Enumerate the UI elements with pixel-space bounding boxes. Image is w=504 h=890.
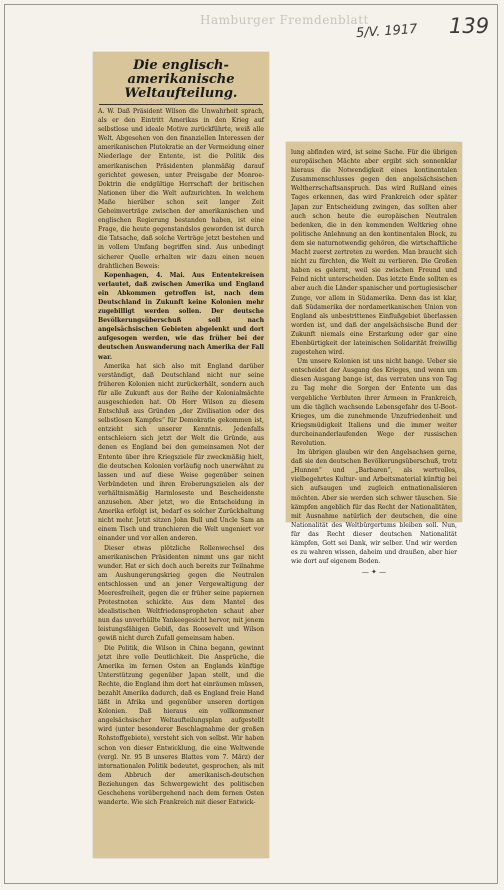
- clipping-column-2: [286, 142, 462, 577]
- article-body-col1: [98, 107, 264, 807]
- paragraph: Um unsere Kolonien ist uns nicht bange. Ueber sie entscheidet der Ausgang des Krieges, und wenn um diesen Ausgang bange ist, das verraten uns von Tag zu Tag mehr die Sorgen der Entente um das vergebliche Verbluten ihrer Armeen in Frankreich, um die täglich wachsende Lebensgefahr des U-Boot-Krieges, um die zunehmende Unzufriedenheit und Kriegsmüdigkeit Italiens und die immer weiter durcheinanderlaufenden Wege der russischen Revolution.: [291, 358, 457, 447]
- paragraph: Die Politik, die Wilson in China begann, gewinnt jetzt ihre volle Deutlichkeit. Die Ansprüche, die Amerika im fernen Osten an Englands künftige Unterstützung gegenüber Japan stellt, und die Rechte, die England ihm dort hat einräumen müssen, bezahlt Amerika dadurch, daß es England freie Hand läßt in Afrika und gegenüber unseren dortigen Kolonien. Daß hieraus ein vollkommener angelsächsischer Weltaufteilungsplan aufgestellt wird (unter besonderer Beschlagnahme der großen Rohstoffgebiete), versteht sich von selbst. Wir haben schon von dieser Entwicklung, die eine Weltwende (vergl. Nr. 95 B unseres Blattes vom 7. März) der internationalen Politik bedeutet, gesprochen, als mit dem Abbruch der amerikanisch-deutschen Beziehungen das Schwergewicht des politischen Geschehens vorübergehend nach dem fernen Osten wanderte. Wie sich Frankreich mit dieser Entwick-: [98, 644, 264, 807]
- paragraph: Amerika hat sich also mit England darüber verständigt, daß Deutschland nicht nur seine früheren Kolonien nicht zurückerhält, sondern auch für alle Zukunft aus der Reihe der Kolonialmächte ausgeschieden hat. Ob Herr Wilson zu diesem Entschluß aus Gründen „der Zivilisation oder des selbstlosen Kampfes“ für Demokratie gekommen ist, entzieht sich unserer Kenntnis. Jedenfalls entschleiern sich jetzt der Welt die Gründe, aus denen es England bei den gemeinsamen Not der Entente über ihre Kriegsziele für zweckmäßig hielt, die deutschen Kolonien vorläufig noch unerwähnt zu lassen und auf diese Weise gegenüber seinen Verbündeten und ihren Eroberungszielen als der verhältnismäßig Harmloseste und Bescheidenste anzusehen. Aber jetzt, wo die Entscheidung in Amerika erfolgt ist, bedarf es solcher Zurückhaltung nicht mehr. Jetzt sitzen John Bull und Uncle Sam an einem Tisch und tranchieren die Welt ungeniert vor einander und vor allen anderen.: [98, 362, 264, 543]
- end-ornament: — ✦ —: [361, 568, 387, 577]
- paragraph: Im übrigen glauben wir den Angelsachsen gerne, daß sie den deutschen Bevölkerungsüberschuß, trotz „Hunnen“ und „Barbaren“, als wertvolles, vielbegehrtes Kultur- und Arbeitsmaterial künftig bei sich aufsaugen und zugleich entnationalisieren möchten. Aber sie werden sich schwer täuschen. Sie kämpfen angeblich für das Recht der Nationalitäten, mit Ausnahme natürlich der deutschen, die eine Nationalität des Weltbürgertums bleiben soll. Nun, für das Recht dieser deutschen Nationalität kämpfen, Gott sei Dank, wir selber. Und wir werden es zu wahren wissen, daheim und draußen, aber hier wie dort auf eigenem Boden.: [291, 449, 457, 566]
- article-title: Die englisch-amerikanische Weltaufteilung.: [124, 58, 238, 101]
- newspaper-stamp: Hamburger Fremdenblatt: [200, 13, 369, 27]
- article-body-col2: [291, 148, 457, 566]
- paragraph-telegram: Kopenhagen, 4. Mai. Aus Ententekreisen verlautet, daß zwischen Amerika und England ein Abkommen getroffen ist, nach dem Deutschland in Zukunft keine Kolonien mehr zugebilligt werden sollen. Der deutsche Bevölkerungsüberschuß soll nach angelsächsischen Gebieten abgelenkt und dort aufgesogen werden, wie das früher bei der deutschen Auswanderung nach Amerika der Fall war.: [98, 271, 264, 361]
- title-rule: [99, 104, 263, 105]
- paragraph: A. W. Daß Präsident Wilson die Unwahrheit sprach, als er den Eintritt Amerikas in den Krieg auf selbstlose und ideale Motive zurückführte, weiß alle Welt. Abgesehen von den finanziellen Interessen der amerikanischen Plutokratie an der Vermeidung einer Niederlage der Entente, ist die Politik des amerikanischen Präsidenten planmäßig darauf gerichtet gewesen, unter Preisgabe der Monroe-Doktrin die endgültige Herrschaft der britischen Nationen über die Welt aufzurichten. In welchem Maße hierüber schon seit langer Zeit Geheimverträge zwischen der amerikanischen und englischen Regierung bestanden haben, ist eine Frage, die heute gegenstandslos geworden ist durch die Tatsache, daß solche Verträge jetzt bestehen und in vollem Umfang begriffen sind. Aus unbedingt sicherer Quelle erhalten wir dazu einen neuen drahtlichen Beweis:: [98, 108, 264, 270]
- paragraph: Dieser etwas plötzliche Rollenwechsel des amerikanischen Präsidenten nimmt uns gar nicht wunder. Hat er sich doch auch bereits zur Teilnahme am Aushungerungskrieg gegen die Neutralen entschlossen und an jener Vergewaltigung der Meeresfreiheit, gegen die er früher seine papiernen Protestnoten schickte. Aus dem Mantel des idealistischen Weltfriedenspropheten schaut aber nun das unverhüllte Yankeegesicht hervor, mit jenem leistungsfähigen Gebiß, das Roosevelt und Wilson gewiß nicht durch Zufall gemeinsam haben.: [98, 544, 264, 643]
- clipping-column-1: [93, 52, 269, 858]
- handwritten-date: 5/V. 1917: [355, 21, 418, 42]
- paragraph: lung abfinden wird, ist seine Sache. Für die übrigen europäischen Mächte aber ergibt sich sonnenklar hieraus die Notwendigkeit eines kontinentalen Zusammenschlusses gegen den angelsächsischen Weltherrschaftsanspruch. Das wird Rußland eines Tages erkennen, das wird Frankreich oder später Japan zur Entscheidung zwingen, das sollten aber auch schon heute die europäischen Neutralen bedenken, die in den kommenden Weltkrieg ohne politische Anlehnung an den kontinentalen Block, zu dem sie naturnotwendig gehören, die wirtschaftliche Macht zuerst zertreten zu werden. Man braucht sich nicht zu fürchten, die Welt zu verlieren. Die Großen haben es gelernt, weil sie zwischen Freund und Feind nicht unterscheiden. Das letzte Ende sollten es aber auch die Länder spanischer und portugiesischer Zunge, vor allem in Südamerika. Denn das ist klar, daß Südamerika der nordamerikanischen Union von England als unbestrittenes Einflußgebiet überlassen worden ist, und daß der angelsächsische Bund der Zukunft niemals eine Erstarkung oder gar eine Ebenbürtigkeit der lateinischen Solidarität freiwillig zugestehen wird.: [291, 149, 457, 357]
- handwritten-number: 139: [449, 14, 490, 38]
